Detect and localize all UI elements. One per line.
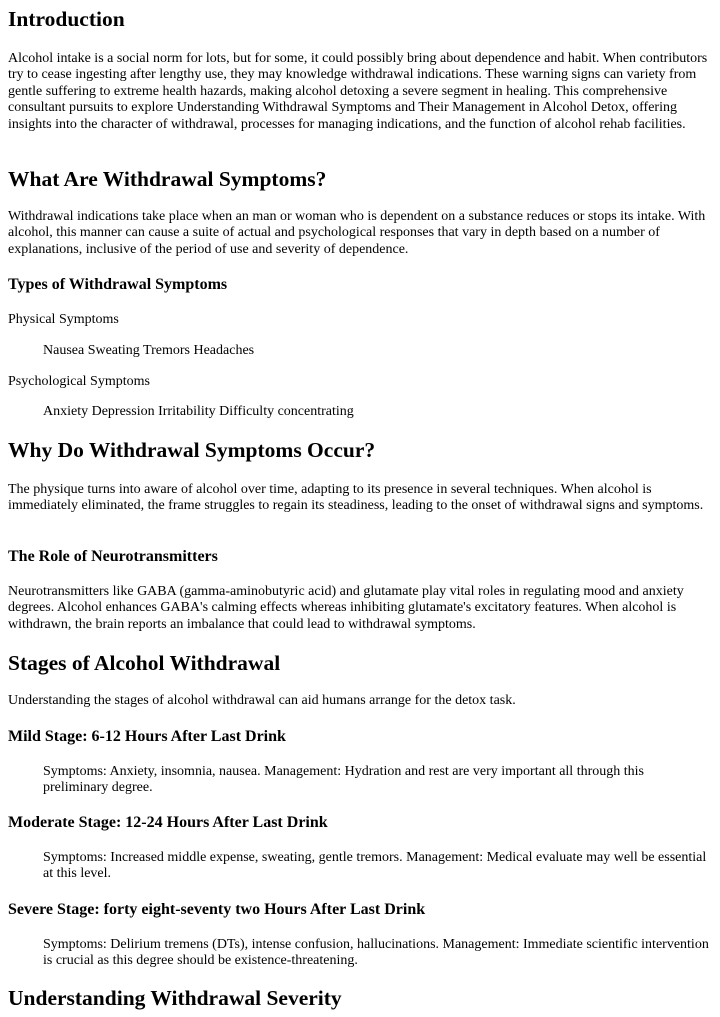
heading-severe-stage: Severe Stage: forty eight-seventy two Hours After Last Drink — [8, 901, 426, 918]
label-physical-symptoms: Physical Symptoms — [8, 312, 119, 327]
heading-moderate-stage: Moderate Stage: 12-24 Hours After Last Drink — [8, 814, 328, 831]
paragraph-moderate-stage: Symptoms: Increased middle expense, sweating, gentle tremors. Management: Medical evaluate may well be essential at this level. — [43, 850, 707, 882]
paragraph-role-of-neurotransmitters: Neurotransmitters like GABA (gamma-aminobutyric acid) and glutamate play vital roles in regulating mood and anxiety degrees. Alcohol enhances GABA's calming effects whereas inhibiting glutamate's excitatory features. When alcohol is withdrawn, the brain reports an imbalance that could lead to withdrawal symptoms. — [8, 584, 684, 632]
heading-mild-stage: Mild Stage: 6-12 Hours After Last Drink — [8, 728, 286, 745]
heading-role-of-neurotransmitters: The Role of Neurotransmitters — [8, 548, 218, 565]
list-physical-symptoms: Nausea Sweating Tremors Headaches — [43, 343, 255, 358]
heading-stages-of-alcohol-withdrawal: Stages of Alcohol Withdrawal — [8, 651, 281, 675]
paragraph-what-are-withdrawal-symptoms: Withdrawal indications take place when an man or woman who is dependent on a substance reduces or stops its intake. With alcohol, this manner can cause a suite of actual and psychological responses that vary in depth based on a number of explanations, inclusive of the period of use and severity of dependence. — [8, 209, 706, 257]
paragraph-stages-of-alcohol-withdrawal: Understanding the stages of alcohol withdrawal can aid humans arrange for the detox task. — [8, 693, 516, 708]
paragraph-severe-stage: Symptoms: Delirium tremens (DTs), intense confusion, hallucinations. Management: Immediate scientific intervention is crucial as this degree should be existence-threatening. — [43, 937, 709, 969]
heading-types-of-withdrawal-symptoms: Types of Withdrawal Symptoms — [8, 276, 228, 293]
paragraph-why-do-withdrawal-symptoms-occur: The physique turns into aware of alcohol over time, adapting to its presence in several techniques. When alcohol is immediately eliminated, the frame struggles to regain its steadiness, leading to the onset of withdrawal signs and symptoms. — [8, 482, 704, 514]
list-psychological-symptoms: Anxiety Depression Irritability Difficulty concentrating — [43, 404, 354, 419]
heading-introduction: Introduction — [8, 7, 125, 31]
heading-understanding-withdrawal-severity: Understanding Withdrawal Severity — [8, 986, 342, 1010]
heading-what-are-withdrawal-symptoms: What Are Withdrawal Symptoms? — [8, 167, 327, 191]
label-psychological-symptoms: Psychological Symptoms — [8, 374, 150, 389]
paragraph-introduction: Alcohol intake is a social norm for lots, but for some, it could possibly bring about dependence and habit. When contributors try to cease ingesting after lengthy use, they may knowledge withdrawal indications. These warning signs can variety from gentle suffering to extreme health hazards, making alcohol detoxing a severe segment in healing. This comprehensive consultant pursuits to explore Understanding Withdrawal Symptoms and Their Management in Alcohol Detox, offering insights into the character of withdrawal, processes for managing indications, and the function of alcohol rehab facilities. — [8, 51, 708, 132]
paragraph-mild-stage: Symptoms: Anxiety, insomnia, nausea. Management: Hydration and rest are very important all through this preliminary degree. — [43, 764, 644, 796]
heading-why-do-withdrawal-symptoms-occur: Why Do Withdrawal Symptoms Occur? — [8, 438, 376, 462]
